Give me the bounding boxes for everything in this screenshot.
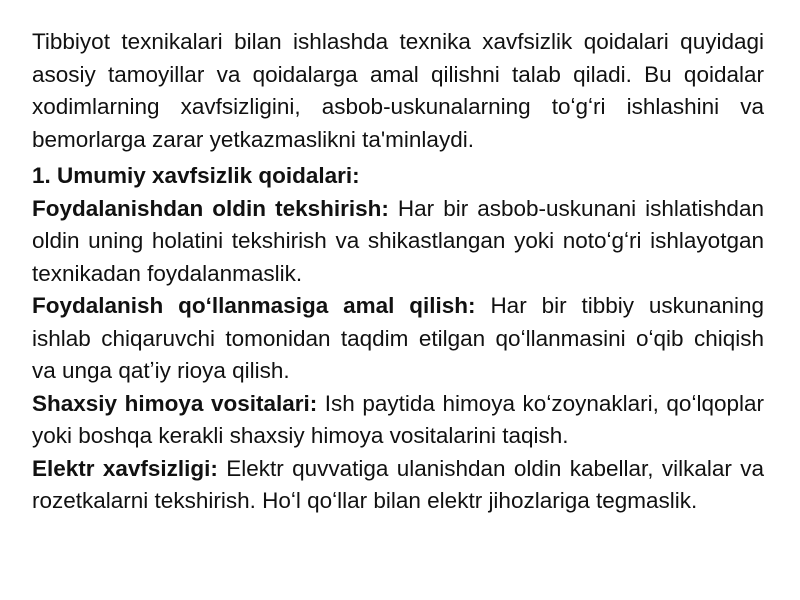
general-safety-section xyxy=(32,160,764,518)
rule-text: Har bir tibbiy uskunaning ishlab chiqaruvchi tomonidan taqdim etilgan qoʻllanmasini oʻqib chiqish va unga qatʼiy rioya qilish. xyxy=(32,293,764,383)
rule-pre-use-check xyxy=(32,193,764,291)
rule-follow-manual xyxy=(32,290,764,388)
rule-electrical-safety xyxy=(32,453,764,518)
rule-term: Foydalanish qoʻllanmasiga amal qilish: xyxy=(32,293,476,318)
rule-text: Har bir asbob-uskunani ishlatishdan oldin uning holatini tekshirish va shikastlangan yoki notoʻgʻri ishlayotgan texnikadan foydalanmaslik. xyxy=(32,195,764,286)
rule-personal-protection xyxy=(32,388,764,453)
section-heading: 1. Umumiy xavfsizlik qoidalari: xyxy=(32,163,360,188)
intro-paragraph: Tibbiyot texnikalari bilan ishlashda texnika xavfsizlik qoidalari quyidagi asosiy tamoyillar va qoidalarga amal qilishni talab qiladi. Bu qoidalar xodimlarning xavfsizligini, asbob-uskunalarning toʻgʻri ishlashini va bemorlarga zarar yetkazmaslikni ta'minlaydi. xyxy=(32,29,764,152)
rule-term: Elektr xavfsizligi: xyxy=(32,455,218,481)
rule-term: Shaxsiy himoya vositalari: xyxy=(32,390,318,416)
rule-text: Ish paytida himoya koʻzoynaklari, qoʻlqoplar yoki boshqa kerakli shaxsiy himoya vositalarini taqish. xyxy=(32,390,764,448)
rule-text: Elektr quvvatiga ulanishdan oldin kabellar, vilkalar va rozetkalarni tekshirish. Hoʻl qoʻllar bilan elektr jihozlariga tegmaslik. xyxy=(32,455,764,513)
slide-content xyxy=(32,26,764,518)
rule-term: Foydalanishdan oldin tekshirish: xyxy=(32,195,389,221)
